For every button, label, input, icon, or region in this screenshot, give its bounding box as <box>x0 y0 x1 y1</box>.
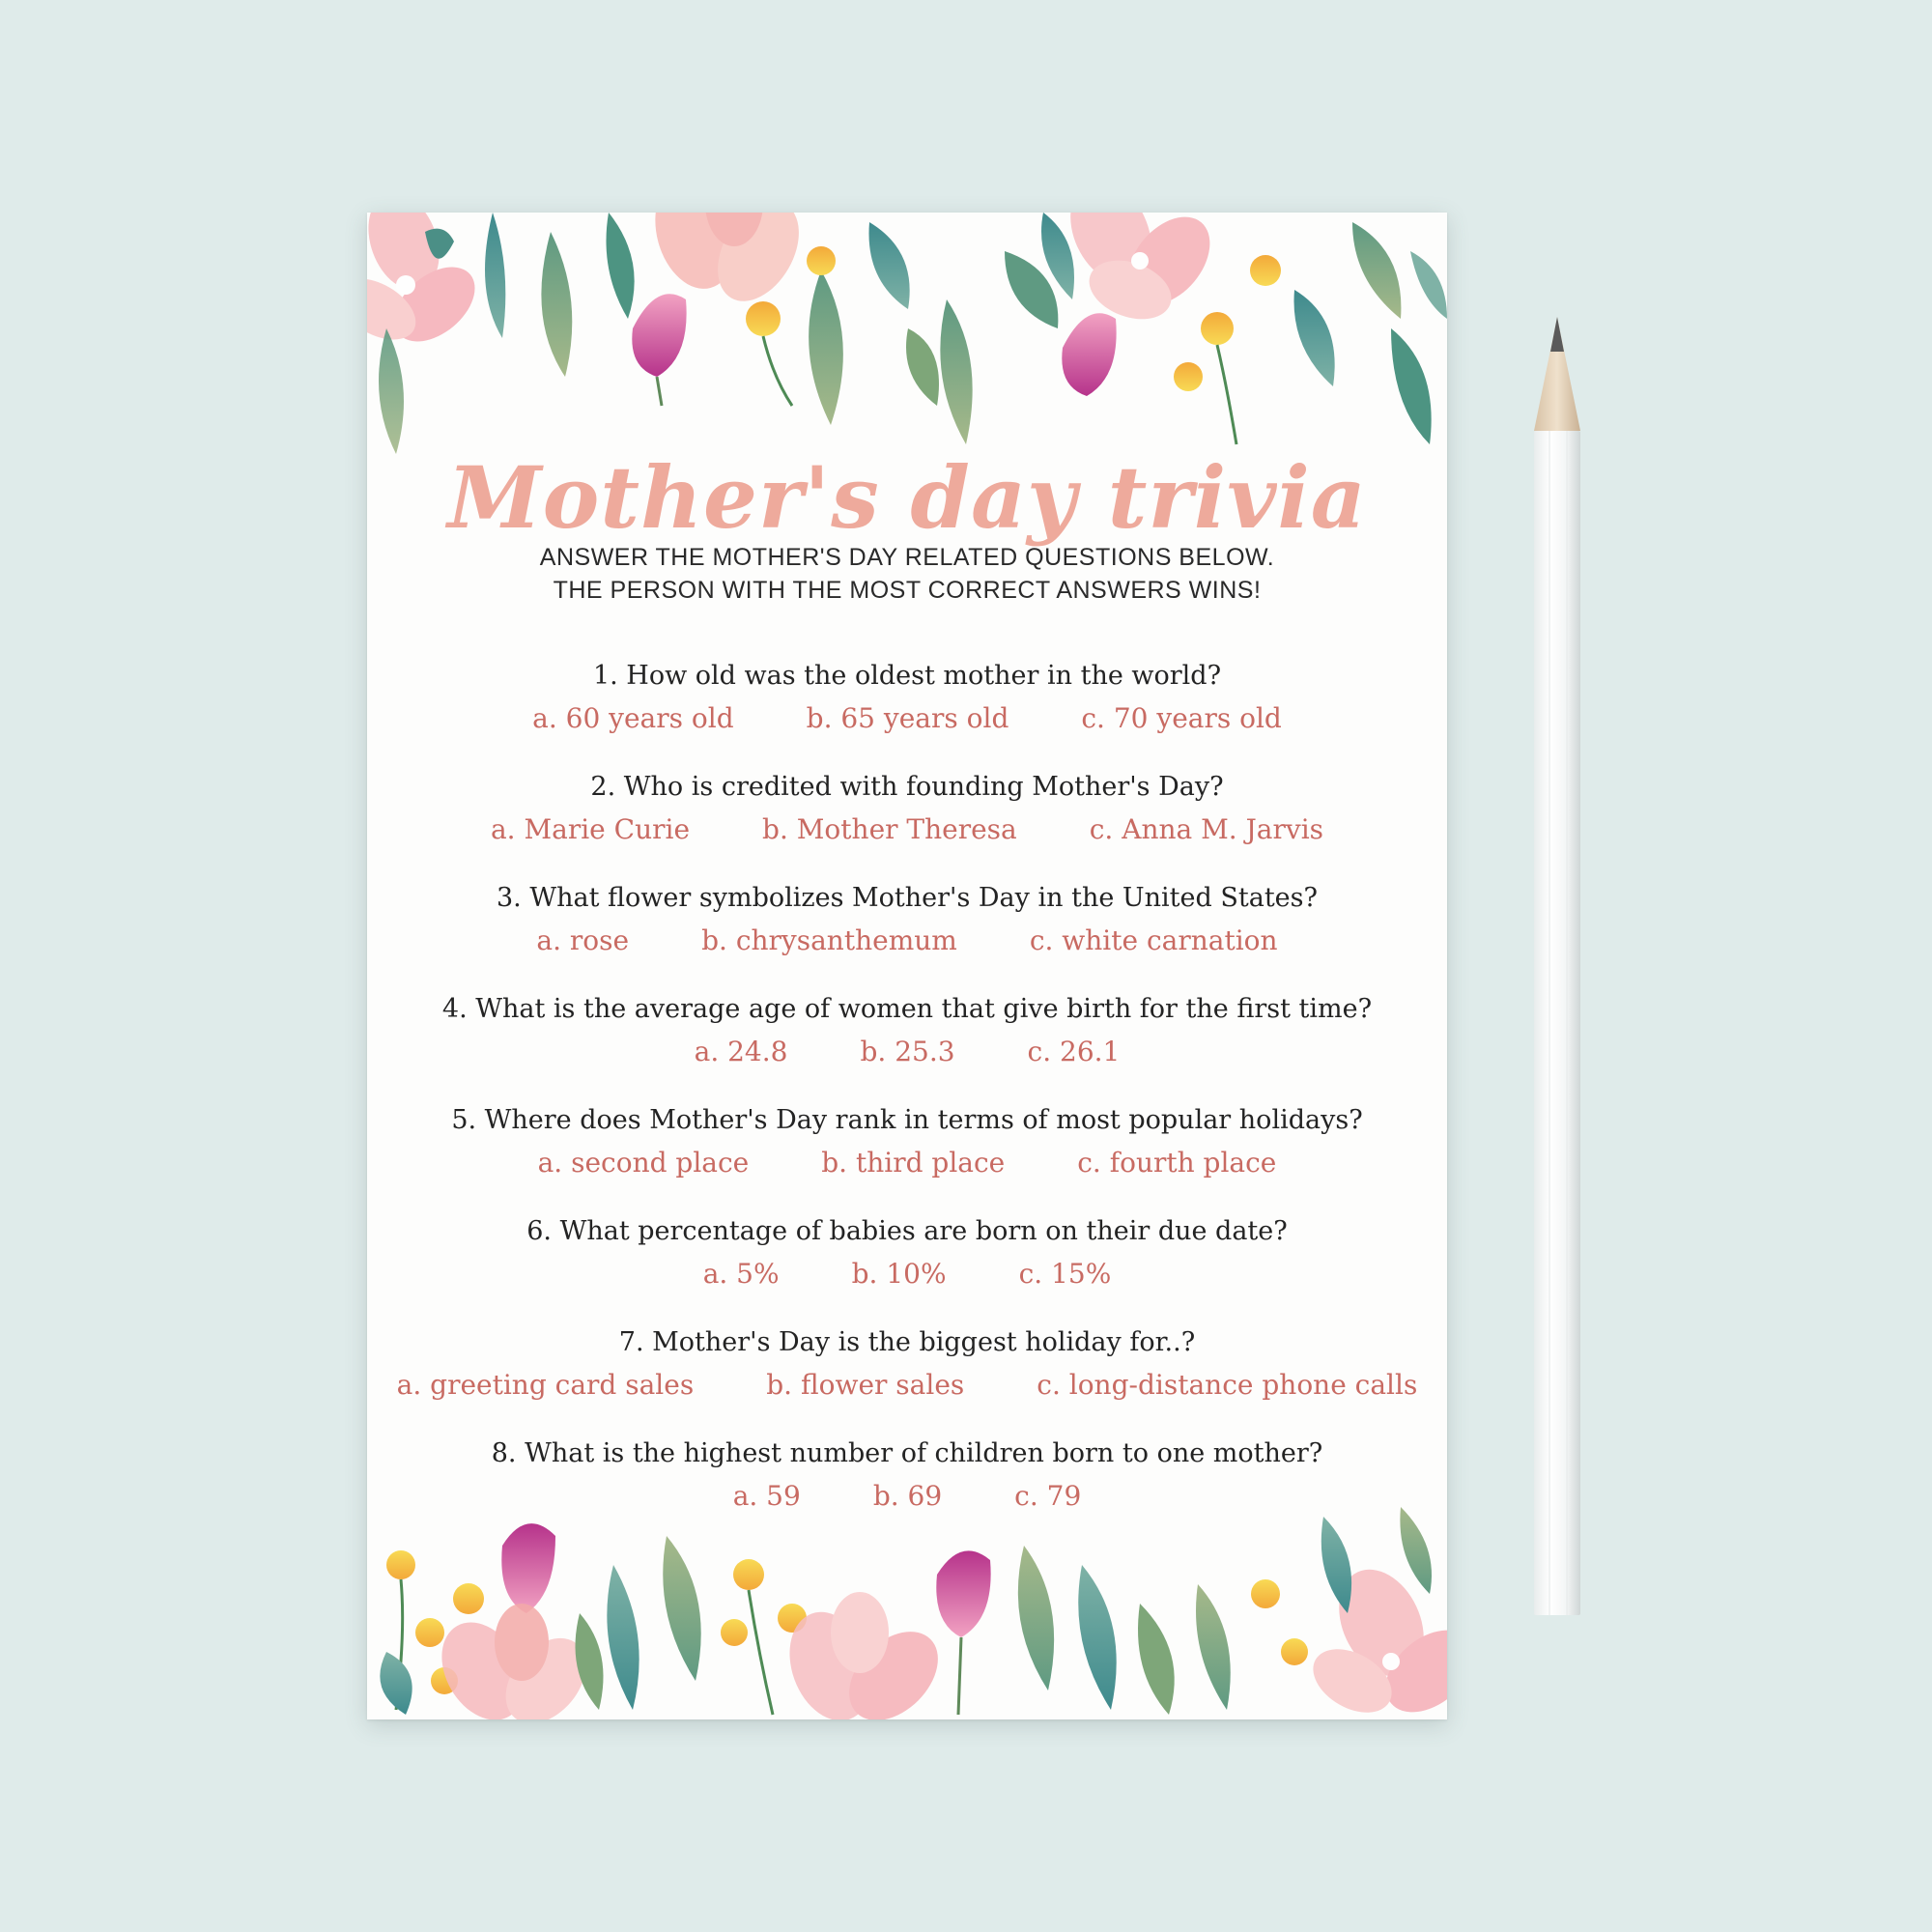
pencil-body <box>1534 431 1580 1615</box>
answer-option-c: c. white carnation <box>1029 924 1278 956</box>
instructions-line-2: THE PERSON WITH THE MOST CORRECT ANSWERS WINS! <box>553 577 1262 604</box>
pencil <box>1530 317 1584 1621</box>
answer-options <box>367 1366 1447 1405</box>
answer-option-c: c. 79 <box>1014 1480 1082 1512</box>
question-item <box>367 1101 1447 1212</box>
answer-option-b: b. third place <box>821 1147 1006 1179</box>
answer-option-c: c. Anna M. Jarvis <box>1089 813 1324 845</box>
question-text: 3. What flower symbolizes Mother's Day in the United States? <box>497 883 1318 913</box>
answer-options <box>367 1255 1447 1293</box>
floral-border-bottom <box>367 1507 1447 1719</box>
answer-options <box>367 1144 1447 1182</box>
pencil-lead <box>1550 317 1564 352</box>
answer-options <box>367 922 1447 960</box>
answer-option-b: b. 25.3 <box>860 1036 955 1067</box>
answer-option-b: b. Mother Theresa <box>762 813 1017 845</box>
answer-option-b: b. flower sales <box>766 1369 965 1401</box>
answer-option-b: b. 69 <box>872 1480 943 1512</box>
trivia-card <box>367 213 1447 1719</box>
question-item <box>367 990 1447 1101</box>
answer-option-b: b. 65 years old <box>806 702 1009 734</box>
answer-options <box>367 699 1447 738</box>
answer-option-a: a. 60 years old <box>532 702 734 734</box>
question-item <box>367 1323 1447 1435</box>
card-title: Mother's day trivia <box>447 446 1367 548</box>
answer-option-c: c. long-distance phone calls <box>1037 1369 1418 1401</box>
answer-options <box>367 810 1447 849</box>
answer-option-a: a. rose <box>536 924 630 956</box>
answer-option-a: a. greeting card sales <box>396 1369 695 1401</box>
instructions-line-1: ANSWER THE MOTHER'S DAY RELATED QUESTIONS BELOW. <box>539 544 1275 571</box>
answer-option-a: a. 24.8 <box>694 1036 788 1067</box>
answer-option-c: c. 15% <box>1018 1258 1112 1290</box>
answer-option-b: b. chrysanthemum <box>701 924 957 956</box>
answer-option-a: a. 5% <box>702 1258 780 1290</box>
question-text: 8. What is the highest number of children born to one mother? <box>491 1438 1323 1468</box>
answer-option-c: c. 26.1 <box>1027 1036 1121 1067</box>
question-item <box>367 879 1447 990</box>
answer-option-a: a. Marie Curie <box>490 813 691 845</box>
question-item <box>367 768 1447 879</box>
question-text: 1. How old was the oldest mother in the world? <box>592 661 1222 691</box>
answer-options <box>367 1033 1447 1071</box>
question-text: 6. What percentage of babies are born on their due date? <box>526 1216 1288 1246</box>
question-text: 5. Where does Mother's Day rank in terms of most popular holidays? <box>451 1105 1363 1135</box>
question-item <box>367 1212 1447 1323</box>
answer-option-c: c. fourth place <box>1077 1147 1277 1179</box>
answer-option-b: b. 10% <box>851 1258 947 1290</box>
question-item <box>367 657 1447 768</box>
answer-option-a: a. second place <box>537 1147 750 1179</box>
question-text: 2. Who is credited with founding Mother's Day? <box>590 772 1224 802</box>
answer-option-a: a. 59 <box>732 1480 801 1512</box>
question-text: 7. Mother's Day is the biggest holiday for..? <box>618 1327 1196 1357</box>
question-text: 4. What is the average age of women that give birth for the first time? <box>441 994 1373 1024</box>
instructions <box>367 541 1447 607</box>
question-list <box>367 657 1447 1531</box>
answer-option-c: c. 70 years old <box>1081 702 1282 734</box>
